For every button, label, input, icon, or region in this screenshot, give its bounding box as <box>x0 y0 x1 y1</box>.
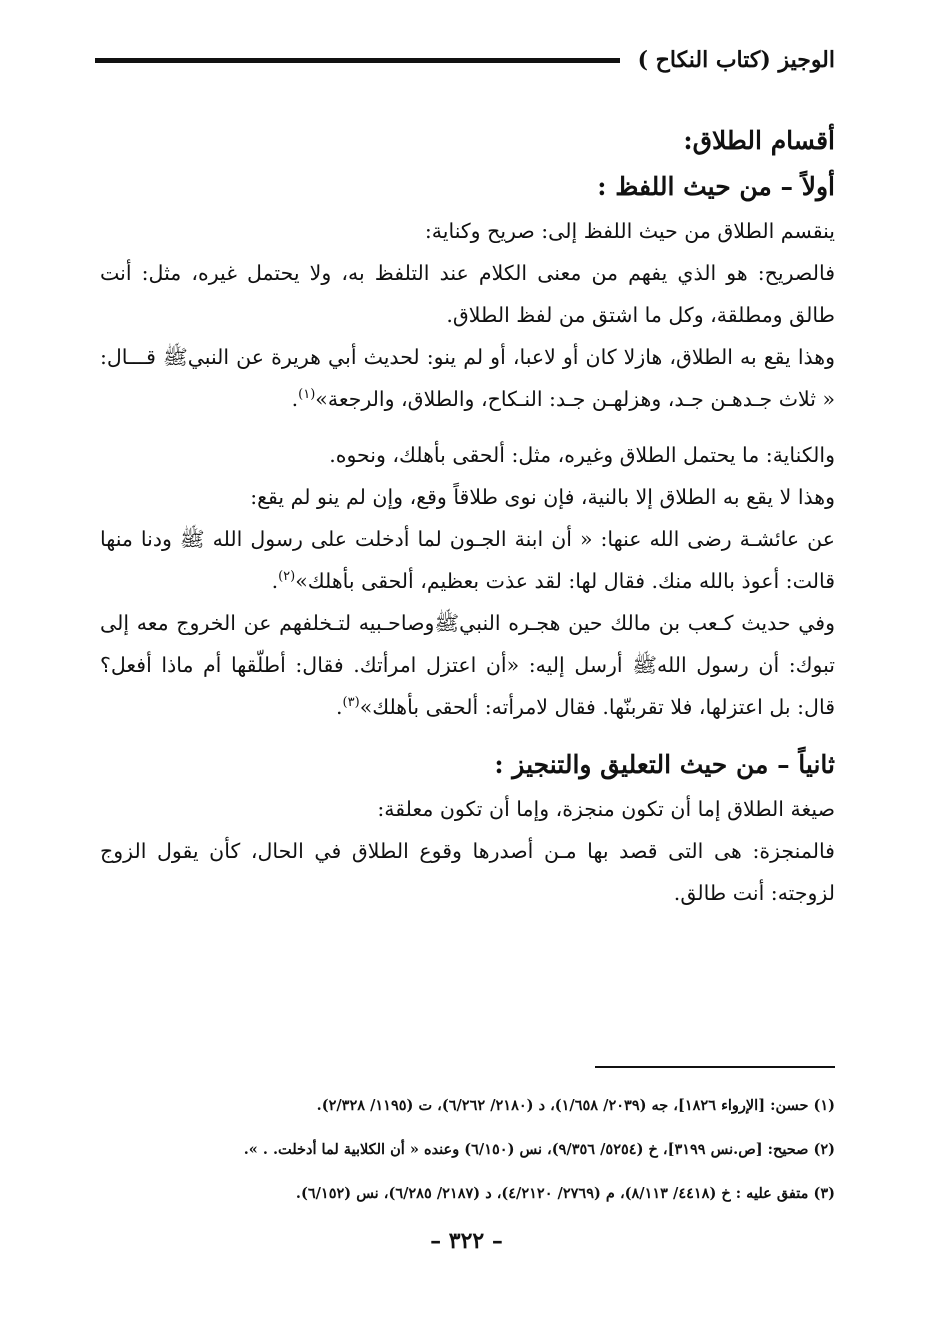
spacer <box>100 728 835 742</box>
footnote-ref-2: (٢) <box>278 569 296 585</box>
footnote-3: (٣) متفق عليه : خ (٤٤١٨/ ٨/١١٣)، م (٢٧٦٩/ ٤/٢١٢٠)، د (٢١٨٧/ ٦/٢٨٥)، نس (٦/١٥٢). <box>295 1185 835 1202</box>
footnote-1: (١) حسن: [الإرواء ١٨٢٦]، جه (٢٠٣٩/ ١/٦٥٨)، د (٢١٨٠/ ٦/٢٦٢)، ت (١١٩٥/ ٢/٣٢٨). <box>316 1097 835 1114</box>
running-header <box>95 40 835 80</box>
paragraph-hadith-abu-hurayra <box>100 336 835 420</box>
paragraph-text: عن عائشـة رضى الله عنها: « أن ابنة الجـون لما أدخلت على رسول الله ﷺ ودنا منها قالت: أعوذ بالله منك. فقال لها: لقد عذت بعظيم، ألحقى بأهلك» <box>100 527 835 593</box>
paragraph-implicit: والكناية: ما يحتمل الطلاق وغيره، مثل: ألحقى بأهلك، ونحوه. <box>329 443 835 467</box>
footnote-ref-3: (٣) <box>342 695 360 711</box>
main-text <box>100 118 835 914</box>
page-number: – ٣٢٢ – <box>430 1228 503 1254</box>
running-title: الوجيز (كتاب النكاح ) <box>637 47 835 73</box>
paragraph-end: . <box>271 569 279 593</box>
header-rule <box>95 58 620 63</box>
paragraph-end: . <box>291 387 299 411</box>
footnotes <box>100 1084 835 1216</box>
paragraph-immediate: فالمنجزة: هى التى قصد بها مـن أصدرها وقوع الطلاق في الحال، كأن يقول الزوج لزوجته: أنت طالق. <box>100 839 835 905</box>
paragraph-end: . <box>336 695 343 719</box>
footnote-2: (٢) صحيح: [ص.نس ٣١٩٩]، خ (٥٢٥٤/ ٩/٣٥٦)، نس (٦/١٥٠) وعنده « أن الكلابية لما أدخلت. . ». <box>243 1141 835 1158</box>
paragraph-text: وهذا يقع به الطلاق، هازلا كان أو لاعبا، أو لم ينو: لحديث أبي هريرة عن النبيﷺ قـــال: « ثلاث جـدهـن جـد، وهزلهـن جـد: النـكاح، والطلاق، والرجعة» <box>100 345 835 411</box>
section-heading: أقسام الطلاق: <box>683 126 835 155</box>
paragraph-intention: وهذا لا يقع به الطلاق إلا بالنية، فإن نوى طلاقاً وقع، وإن لم ينو لم يقع: <box>250 485 835 509</box>
paragraph-hadith-kaab <box>100 602 835 728</box>
paragraph-forms: صيغة الطلاق إما أن تكون منجزة، وإما أن تكون معلقة: <box>377 797 835 821</box>
spacer <box>100 420 835 434</box>
paragraph-hadith-aisha <box>100 518 835 602</box>
subsection-heading-second: ثانياً – من حيث التعليق والتنجيز : <box>494 750 835 779</box>
footnote-ref-1: (١) <box>298 387 316 403</box>
footnote-rule <box>595 1066 835 1068</box>
subsection-heading-first: أولاً – من حيث اللفظ : <box>597 172 835 201</box>
paragraph-explicit: فالصريح: هو الذي يفهم من معنى الكلام عند التلفظ به، ولا يحتمل غيره، مثل: أنت طالق ومطلقة، وكل ما اشتق من لفظ الطلاق. <box>100 261 835 327</box>
paragraph-text: وفي حديث كـعب بن مالك حين هجـره النبيﷺوصاحـبيه لتـخلفهم عن الخروج معه إلى تبوك: أن رسول اللهﷺ أرسل إليه: «أن اعتزل امرأتك. فقال: أطلّقها أم ماذا أفعل؟ قال: بل اعتزلها، فلا تقربنّها. فقال لامرأته: ألحقى بأهلك» <box>100 611 835 719</box>
paragraph-division: ينقسم الطلاق من حيث اللفظ إلى: صريح وكناية: <box>424 219 835 243</box>
